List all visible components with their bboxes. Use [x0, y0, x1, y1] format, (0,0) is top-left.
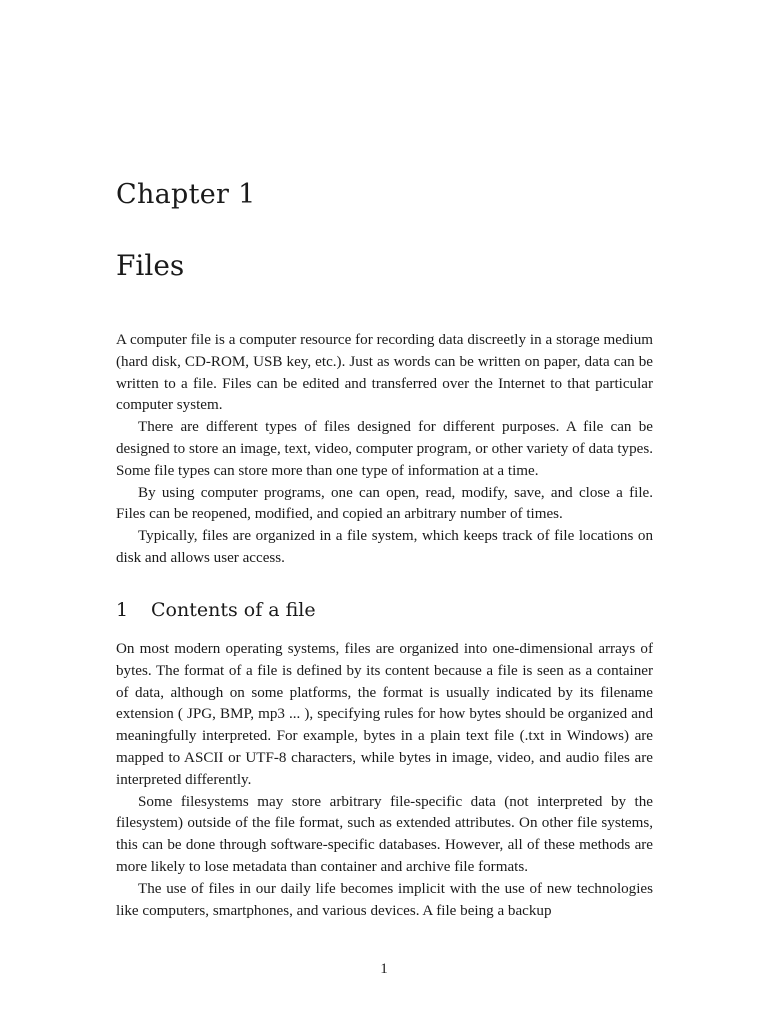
- section-paragraph: On most modern operating systems, files are organized into one-dimensional arrays of bytes. The format of a file is defined by its content because a file is seen as a container of data, although on some platforms, the format is usually indicated by its filename extension ( JPG, BMP, mp3 ... ), specifying rules for how bytes should be organized and meaningfully interpreted. For example, bytes in a plain text file (.txt in Windows) are mapped to ASCII or UTF-8 characters, while bytes in image, video, and audio files are interpreted differently.: [116, 641, 653, 788]
- chapter-label: Chapter 1: [116, 179, 256, 210]
- intro-paragraph: There are different types of files designed for different purposes. A file can be designed to store an image, text, video, computer program, or other variety of data types. Some file types can store more than one type of information at a time.: [116, 419, 653, 479]
- chapter-title: Files: [116, 249, 185, 282]
- section-paragraph: Some filesystems may store arbitrary file-specific data (not interpreted by the filesystem) outside of the file format, such as extended attributes. On other file systems, this can be done through software-specific databases. However, all of these methods are more likely to lose metadata than container and archive file formats.: [116, 793, 653, 875]
- intro-paragraph: By using computer programs, one can open, read, modify, save, and close a file. Files can be reopened, modified, and copied an arbitrary number of times.: [116, 484, 653, 523]
- section-paragraph: The use of files in our daily life becomes implicit with the use of new technologies like computers, smartphones, and various devices. A file being a backup: [116, 880, 653, 919]
- section-text: [116, 639, 653, 922]
- intro-paragraph: A computer file is a computer resource for recording data discreetly in a storage medium (hard disk, CD-ROM, USB key, etc.). Just as words can be written on paper, data can be written to a file. Files can be edited and transferred over the Internet to that particular computer system.: [116, 332, 653, 414]
- section-heading: [116, 597, 316, 623]
- page-number: 1: [380, 961, 388, 977]
- intro-text: [116, 330, 653, 570]
- section-number: 1: [116, 599, 129, 621]
- intro-paragraph: Typically, files are organized in a file system, which keeps track of file locations on disk and allows user access.: [116, 528, 653, 566]
- section-title: Contents of a file: [151, 599, 316, 621]
